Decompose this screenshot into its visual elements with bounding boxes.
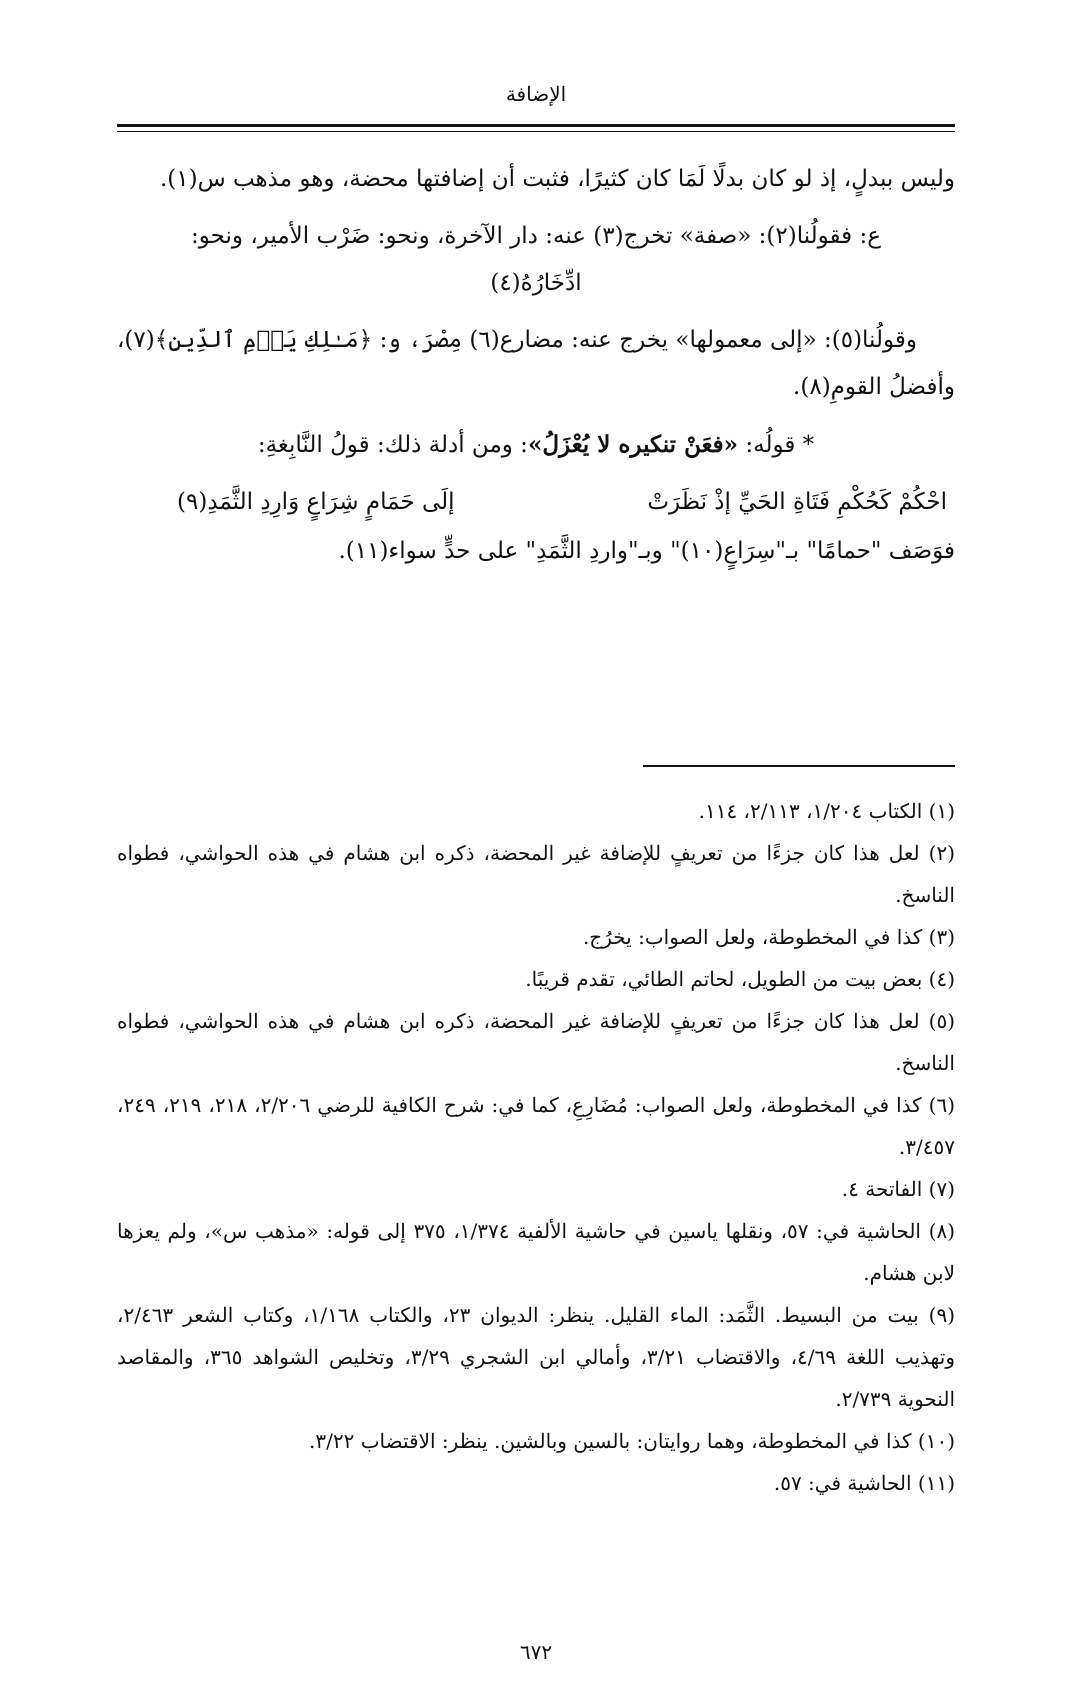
- verse-first-hemistich: احْكُمْ كَحُكْمِ فَتَاةِ الحَيِّ إذْ نَظَرَتْ: [647, 489, 947, 515]
- footnote-5: (٥) لعل هذا كان جزءًا من تعريفٍ للإضافة غير المحضة، ذكره ابن هشام في هذه الحواشي، فطواه الناسخ.: [117, 1009, 955, 1075]
- page-number: ٦٧٢: [519, 1640, 553, 1664]
- footnote-1: (١) الكتاب ١/٢٠٤، ٢/١١٣، ١١٤.: [698, 799, 955, 823]
- paragraph-4: [117, 421, 955, 469]
- header-rule-thin: [117, 131, 955, 132]
- footnote-10: (١٠) كذا في المخطوطة، وهما روايتان: بالسين وبالشين. ينظر: الاقتضاب ٣/٢٢.: [309, 1429, 955, 1453]
- running-header: الإضافة: [505, 82, 567, 106]
- paragraph-4-suffix: : ومن أدلة ذلك: قولُ النَّابِغةِ:: [257, 432, 528, 458]
- footnote-8: (٨) الحاشية في: ٥٧، ونقلها ياسين في حاشية الألفية ١/٣٧٤، ٣٧٥ إلى قوله: «مذهب س»، ولم يعزها لابن هشام.: [117, 1219, 956, 1285]
- footnote-7: (٧) الفاتحة ٤.: [841, 1177, 955, 1201]
- header-rule-thick: [117, 124, 955, 127]
- quoted-phrase: «فعَنْ تنكيره لا يُعْزَلُ»: [527, 431, 739, 458]
- paragraph-5: فوَصَف "حمامًا" بـ"سِرَاعٍ(١٠)" وبـ"واردِ الثَّمَدِ" على حدٍّ سواء(١١).: [338, 538, 955, 564]
- paragraph-3: وقولُنا(٥): «إلى معمولها» يخرج عنه: مضارع(٦) مِصْرَ، و: ﴿مَـٰلِكِ يَوۡمِ ٱلدِّينِ﴾(٧)، وأفضلُ القومِ(٨).: [117, 327, 955, 400]
- footnote-3: (٣) كذا في المخطوطة، ولعل الصواب: يخرُج.: [582, 925, 955, 949]
- paragraph-4-prefix: * قولُه:: [738, 432, 815, 458]
- footnote-9: (٩) بيت من البسيط. الثَّمَد: الماء القليل. ينظر: الديوان ٢٣، والكتاب ١/١٦٨، وكتاب الشعر ٢/٤٦٣، وتهذيب اللغة ٤/٦٩، والاقتضاب ٣/٢١، وأمالي ابن الشجري ٣/٢٩، وتخليص الشواهد ٣٦٥، والمقاصد النحوية ٢/٧٣٩.: [117, 1303, 956, 1411]
- poetry-verse: [117, 479, 955, 526]
- paragraph-2: [117, 213, 955, 307]
- footnote-6: (٦) كذا في المخطوطة، ولعل الصواب: مُضَارِعِ، كما في: شرح الكافية للرضي ٢/٢٠٦، ٢١٨، ٢١٩، ٢٤٩، ٣/٤٥٧.: [117, 1093, 956, 1159]
- footnote-11: (١١) الحاشية في: ٥٧.: [773, 1471, 955, 1495]
- footnotes: [117, 790, 955, 1504]
- footnote-separator: [643, 765, 955, 767]
- paragraph-1: وليس ببدلٍ، إذ لو كان بدلًا لَمَا كان كثيرًا، فثبت أن إضافتها محضة، وهو مذهب س(١).: [159, 166, 955, 192]
- paragraph-2-line-2: ادِّخَارُهُ(٤): [490, 270, 582, 296]
- main-text: [117, 156, 955, 585]
- verse-second-hemistich: إلَى حَمَامٍ شِرَاعٍ وَارِدِ الثَّمَدِ(٩): [177, 489, 455, 515]
- footnote-2: (٢) لعل هذا كان جزءًا من تعريفٍ للإضافة غير المحضة، ذكره ابن هشام في هذه الحواشي، فطواه الناسخ.: [117, 841, 955, 907]
- paragraph-2-line-1: ع: فقولُنا(٢): «صفة» تخرج(٣) عنه: دار الآخرة، ونحو: ضَرْب الأمير، ونحو:: [191, 223, 881, 249]
- footnote-4: (٤) بعض بيت من الطويل، لحاتم الطائي، تقدم قريبًا.: [525, 967, 955, 991]
